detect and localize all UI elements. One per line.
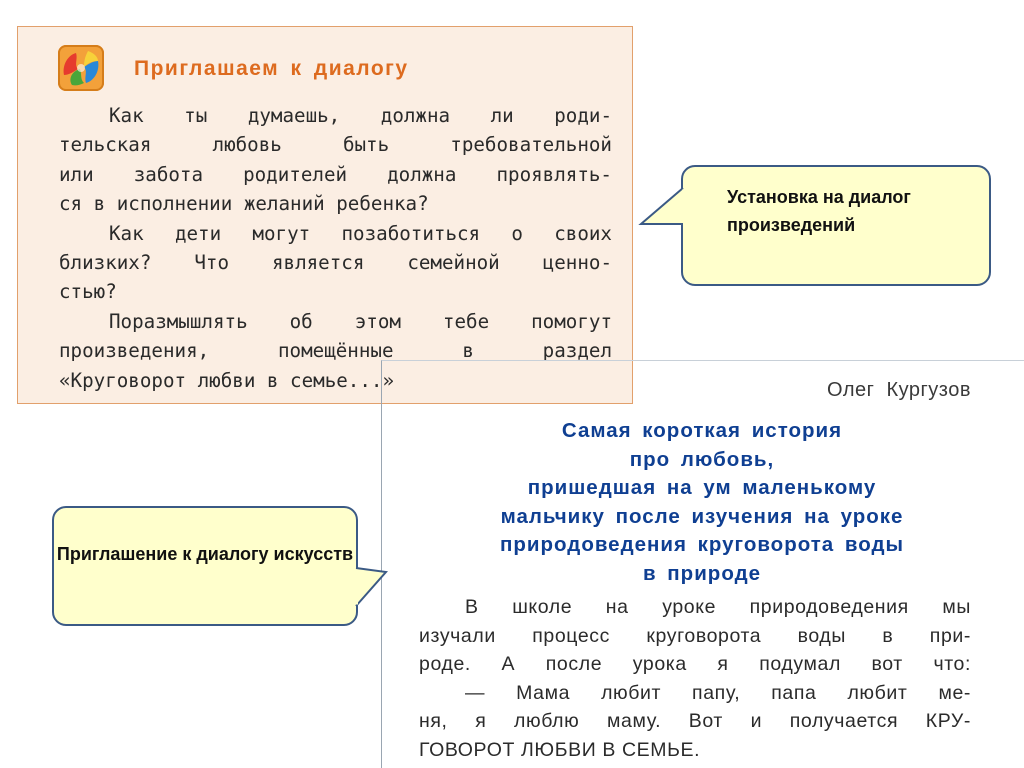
text-line: произведения, помещённые в раздел [59,339,612,363]
title-line: пришедшая на ум маленькому [527,476,877,500]
text-line: Поразмышлять об этом тебе помогут [109,309,612,333]
story-page [381,360,1024,768]
text-line: «Круговорот любви в семье...» [59,368,395,392]
callout-text: Установка на диалог произведений [727,187,911,235]
title-line: мальчику после изучения на уроке [500,504,904,528]
dialog-text [59,101,612,395]
text-line: ГОВОРОТ ЛЮБВИ В СЕМЬЕ. [419,738,701,761]
title-line: в природе [643,561,761,585]
callout-dialog-of-works [681,165,991,286]
text-line: стью? [59,280,117,304]
title-line: Самая короткая история [561,419,843,442]
text-line: ня, я люблю маму. Вот и получается КРУ- [419,710,971,733]
callout-dialog-of-arts [52,506,358,626]
text-line: близких? Что является семейной ценно- [59,251,612,275]
text-line: В школе на уроке природоведения мы [465,596,971,618]
story-author: Олег Кургузов [826,379,971,401]
text-line: — Мама любит папу, папа любит ме- [465,681,971,704]
text-line: изучали процесс круговорота воды в при- [419,624,971,647]
dialog-invitation-box [17,26,633,404]
dialog-heading: Приглашаем к диалогу [134,57,409,80]
story-title [422,417,982,589]
text-line: тельская любовь быть требовательной [59,133,612,157]
callout-text: Приглашение к диалогу искусств [56,544,354,564]
story-text [419,593,971,765]
text-line: Как дети могут позаботиться о своих [109,221,612,245]
hands-icon [58,45,104,91]
callout-pointer [638,186,686,238]
text-line: роде. А после урока я подумал вот что: [419,653,971,676]
title-line: про любовь, [629,447,775,471]
text-line: ся в исполнении желаний ребенка? [59,192,429,216]
text-line: Как ты думаешь, должна ли роди- [109,104,612,127]
title-line: природоведения круговорота воды [500,533,904,557]
text-line: или забота родителей должна проявлять- [59,162,612,186]
